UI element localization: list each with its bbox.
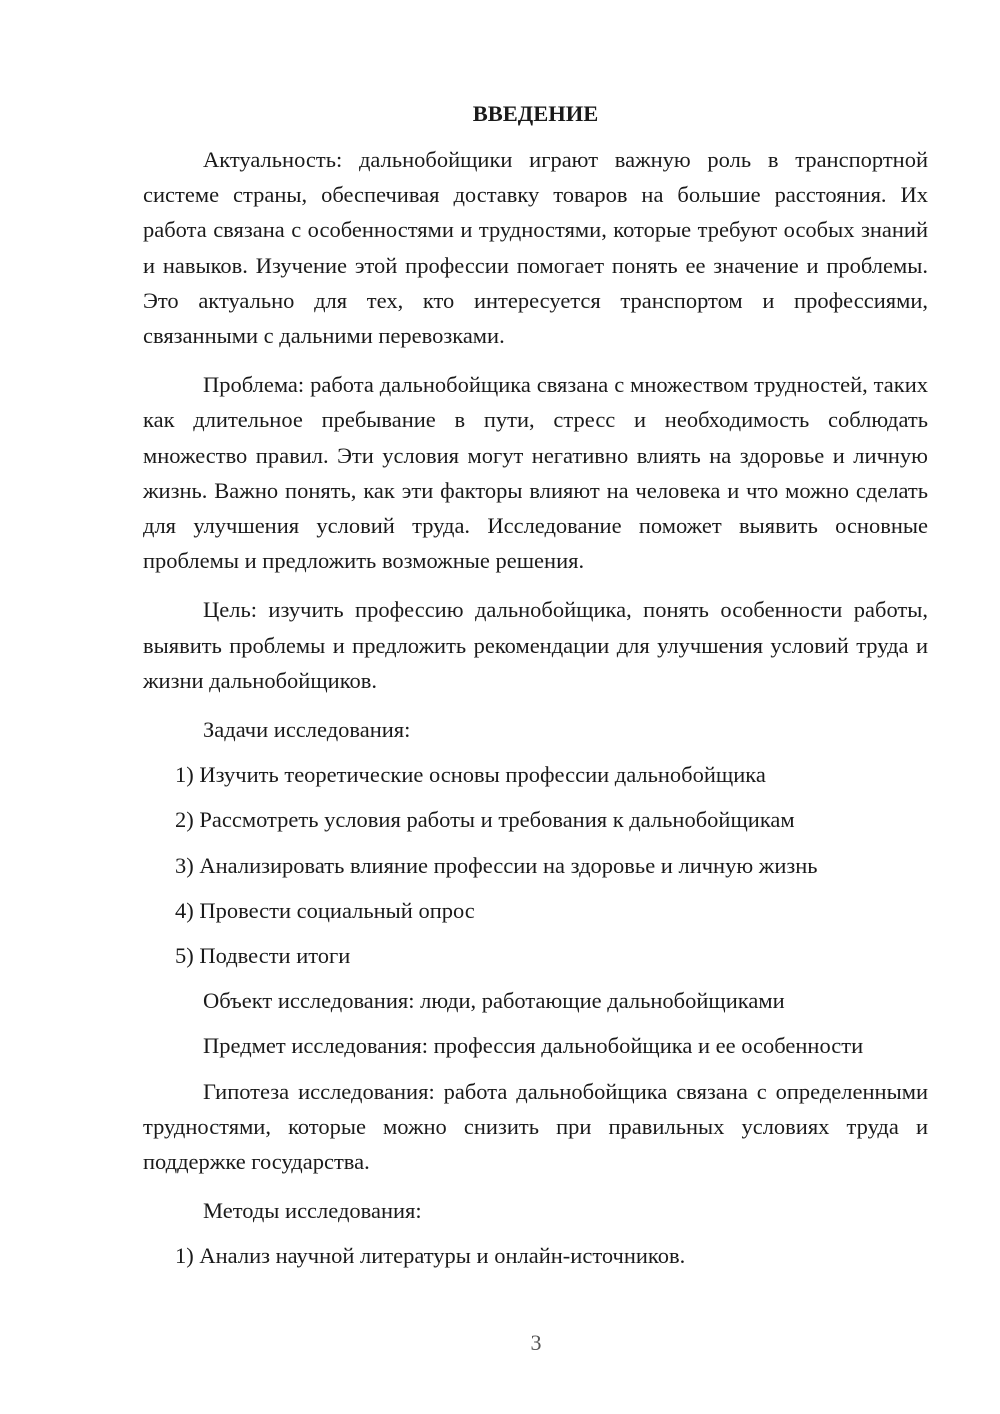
research-subject: Предмет исследования: профессия дальнобойщика и ее особенности [203,1033,864,1059]
hypothesis-paragraph: Гипотеза исследования: работа дальнобойщика связана с определенными трудностями, которые можно снизить при правильных условиях труда и поддержке государства. [143,1078,928,1175]
problem-paragraph: Проблема: работа дальнобойщика связана с множеством трудностей, таких как длительное пребывание в пути, стресс и необходимость соблюдать множество правил. Эти условия могут негативно влиять на здоровье и личную жизнь. Важно понять, как эти факторы влияют на человека и что можно сделать для улучшения условий труда. Исследование поможет выявить основные проблемы и предложить возможные решения. [143,372,928,574]
list-item: 4) Провести социальный опрос [175,897,475,923]
list-item: 1) Анализ научной литературы и онлайн-источников. [175,1243,686,1269]
page-number: 3 [530,1330,542,1355]
page-content [143,96,928,1284]
list-item: 3) Анализировать влияние профессии на здоровье и личную жизнь [175,852,818,878]
methods-list [143,1238,928,1273]
list-item: 5) Подвести итоги [175,943,351,969]
methods-heading: Методы исследования: [203,1198,422,1224]
section-title: ВВЕДЕНИЕ [472,101,599,126]
relevance-paragraph: Актуальность: дальнобойщики играют важную роль в транспортной системе страны, обеспечивая доставку товаров на большие расстояния. Их работа связана с особенностями и трудностями, которые требуют особых знаний и навыков. Изучение этой профессии помогает понять ее значение и проблемы. Это актуально для тех, кто интересуется транспортом и профессиями, связанными с дальними перевозками. [143,147,928,349]
research-object: Объект исследования: люди, работающие дальнобойщиками [203,988,785,1014]
list-item: 2) Рассмотреть условия работы и требования к дальнобойщикам [175,807,795,833]
tasks-list [143,757,928,973]
tasks-heading: Задачи исследования: [203,717,411,743]
list-item: 1) Изучить теоретические основы профессии дальнобойщика [175,762,766,788]
goal-paragraph: Цель: изучить профессию дальнобойщика, понять особенности работы, выявить проблемы и предложить рекомендации для улучшения условий труда и жизни дальнобойщиков. [143,597,928,693]
